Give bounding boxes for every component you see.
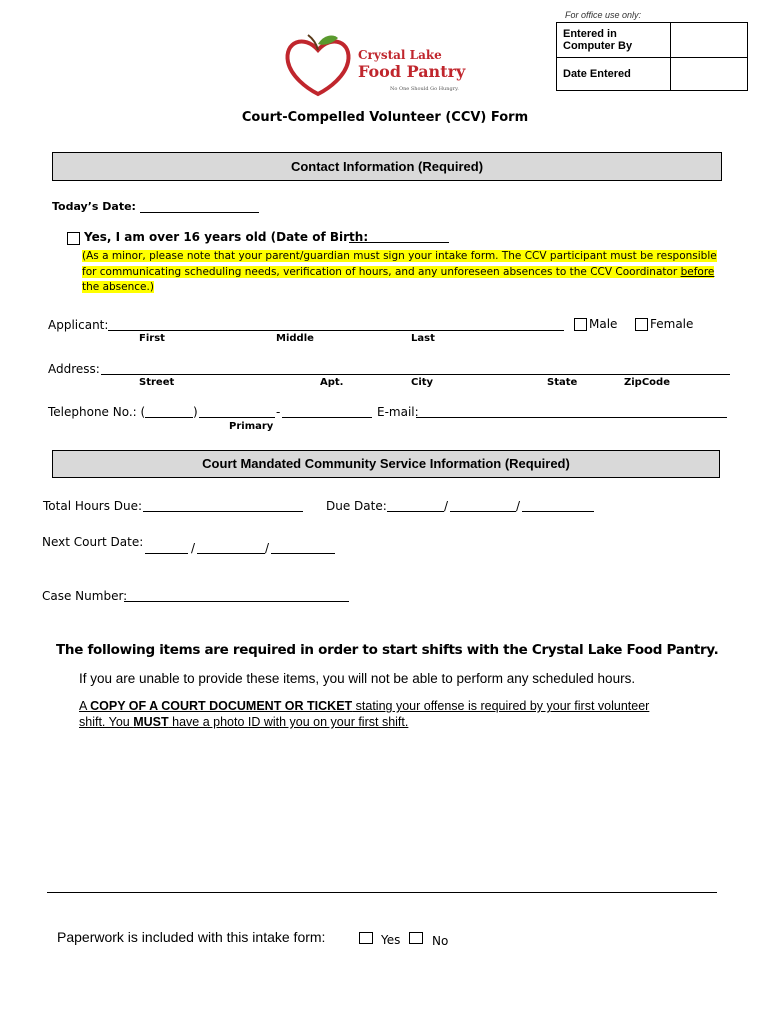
paperwork-yes-checkbox[interactable] xyxy=(359,932,373,944)
next-court-day-field[interactable] xyxy=(197,553,265,554)
paperwork-yes-label: Yes xyxy=(381,933,401,947)
due-date-slash-1: / xyxy=(444,499,449,513)
requirements-line1: If you are unable to provide these items, you will not be able to perform any scheduled hours. xyxy=(79,671,636,686)
due-date-day-field[interactable] xyxy=(450,511,516,512)
paperwork-no-checkbox[interactable] xyxy=(409,932,423,944)
telephone-line-field[interactable] xyxy=(282,417,372,418)
minor-note-part1: (As a minor, please note that your parent/guardian must sign your intake form. The CCV participant must be responsible for communicating scheduling needs, verification of hours, and any unforeseen absences to the CCV Coordinator xyxy=(82,250,717,278)
telephone-label: Telephone No.: ( xyxy=(48,405,146,419)
next-court-month-field[interactable] xyxy=(145,553,188,554)
name-sub-last: Last xyxy=(411,333,435,344)
next-court-slash-1: / xyxy=(191,541,196,555)
req-a: A xyxy=(79,699,91,713)
req-must: MUST xyxy=(133,715,169,729)
applicant-name-field[interactable] xyxy=(108,330,564,331)
address-sub-zip: ZipCode xyxy=(624,377,670,388)
minor-note-before: before xyxy=(680,265,715,278)
contact-section-header: Contact Information (Required) xyxy=(52,152,722,181)
minor-note-part2: the absence.) xyxy=(82,281,154,293)
entered-in-computer-by-field[interactable] xyxy=(671,23,748,58)
over-16-checkbox[interactable] xyxy=(67,232,80,245)
due-date-year-field[interactable] xyxy=(522,511,594,512)
due-date-slash-2: / xyxy=(516,499,521,513)
due-date-month-field[interactable] xyxy=(387,511,444,512)
date-entered-field[interactable] xyxy=(671,58,748,91)
female-checkbox[interactable] xyxy=(635,318,648,331)
female-label: Female xyxy=(650,317,694,331)
telephone-dash: - xyxy=(276,405,281,419)
address-sub-city: City xyxy=(411,377,434,388)
applicant-label: Applicant: xyxy=(48,318,109,332)
address-label: Address: xyxy=(48,362,100,376)
paperwork-label: Paperwork is included with this intake form: xyxy=(57,929,326,945)
req-copy: COPY OF A COURT DOCUMENT OR TICKET xyxy=(90,699,353,713)
case-number-field[interactable] xyxy=(124,601,349,602)
entered-in-computer-by-label: Entered in Computer By xyxy=(557,23,671,58)
name-sub-middle: Middle xyxy=(276,333,314,344)
court-section-header: Court Mandated Community Service Information (Required) xyxy=(52,450,720,478)
male-checkbox[interactable] xyxy=(574,318,587,331)
office-use-table xyxy=(556,22,748,91)
date-entered-label: Date Entered xyxy=(557,58,671,91)
form-title: Court-Compelled Volunteer (CCV) Form xyxy=(241,110,529,125)
minor-note xyxy=(82,249,720,296)
requirements-heading: The following items are required in order to start shifts with the Crystal Lake Food Pantry. xyxy=(56,642,719,658)
date-of-birth-field[interactable] xyxy=(349,242,449,243)
address-sub-state: State xyxy=(547,377,578,388)
address-sub-apt: Apt. xyxy=(320,377,344,388)
apple-heart-icon xyxy=(282,32,354,98)
male-label: Male xyxy=(589,317,618,331)
logo-tagline: No One Should Go Hungry. xyxy=(390,86,459,92)
address-sub-street: Street xyxy=(139,377,175,388)
requirements-paragraph xyxy=(79,698,669,730)
telephone-prefix-field[interactable] xyxy=(199,417,275,418)
next-court-date-label: Next Court Date: xyxy=(42,535,144,549)
email-field[interactable] xyxy=(416,417,727,418)
logo-line2: Food Pantry xyxy=(358,62,466,81)
next-court-year-field[interactable] xyxy=(271,553,335,554)
req-end: have a photo ID with you on your first shift. xyxy=(168,715,409,729)
signature-divider xyxy=(47,892,717,893)
telephone-close-paren: ) xyxy=(193,405,198,419)
name-sub-first: First xyxy=(139,333,165,344)
logo-line1: Crystal Lake xyxy=(358,48,442,62)
case-number-label: Case Number: xyxy=(42,589,128,603)
paperwork-no-label: No xyxy=(432,934,449,948)
office-use-caption: For office use only: xyxy=(565,10,642,20)
pantry-logo xyxy=(282,32,492,98)
due-date-label: Due Date: xyxy=(326,499,387,513)
address-field[interactable] xyxy=(101,374,730,375)
total-hours-field[interactable] xyxy=(143,511,303,512)
todays-date-label: Today’s Date: xyxy=(52,200,136,213)
telephone-sub-primary: Primary xyxy=(229,421,274,432)
email-label: E-mail: xyxy=(377,405,419,419)
telephone-area-code-field[interactable] xyxy=(145,417,193,418)
over-16-label: Yes, I am over 16 years old (Date of Birth: xyxy=(84,230,369,244)
req-mid: stating your offense is required by your first volunteer shift. You xyxy=(79,699,650,729)
todays-date-field[interactable] xyxy=(140,212,259,213)
total-hours-label: Total Hours Due: xyxy=(43,499,143,513)
next-court-slash-2: / xyxy=(265,541,270,555)
